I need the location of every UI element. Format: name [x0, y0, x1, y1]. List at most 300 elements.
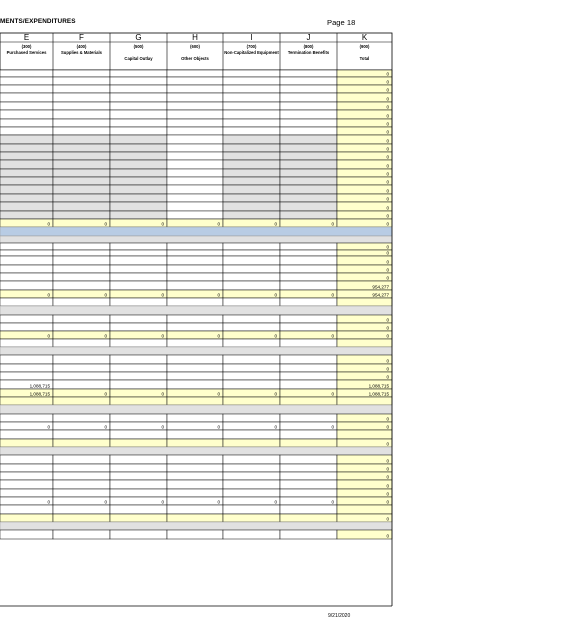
- cell-h[interactable]: [167, 152, 223, 160]
- cell-g[interactable]: [110, 355, 167, 364]
- cell-h[interactable]: [167, 70, 223, 77]
- cell-h[interactable]: [167, 422, 223, 430]
- cell-i[interactable]: [223, 93, 280, 102]
- cell-i[interactable]: [223, 497, 280, 505]
- cell-f[interactable]: [53, 273, 110, 281]
- cell-k[interactable]: [337, 70, 392, 77]
- cell-j[interactable]: [280, 298, 337, 306]
- cell-g[interactable]: [110, 439, 167, 447]
- cell-k[interactable]: [337, 93, 392, 102]
- cell-k[interactable]: [337, 273, 392, 281]
- cell-j[interactable]: [280, 185, 337, 194]
- cell-e[interactable]: [0, 211, 53, 219]
- cell-f[interactable]: [53, 93, 110, 102]
- cell-f[interactable]: [53, 430, 110, 439]
- cell-i[interactable]: [223, 119, 280, 127]
- cell-g[interactable]: [110, 298, 167, 306]
- cell-k[interactable]: [337, 211, 392, 219]
- cell-e[interactable]: [0, 144, 53, 152]
- cell-i[interactable]: [223, 127, 280, 135]
- cell-f[interactable]: [53, 219, 110, 227]
- cell-g[interactable]: [110, 102, 167, 110]
- cell-j[interactable]: [280, 414, 337, 422]
- cell-k[interactable]: [337, 489, 392, 497]
- cell-e[interactable]: [0, 505, 53, 514]
- cell-e[interactable]: [0, 185, 53, 194]
- cell-g[interactable]: [110, 256, 167, 265]
- cell-g[interactable]: [110, 77, 167, 85]
- cell-f[interactable]: [53, 265, 110, 273]
- cell-f[interactable]: [53, 211, 110, 219]
- cell-h[interactable]: [167, 185, 223, 194]
- cell-j[interactable]: [280, 273, 337, 281]
- cell-k[interactable]: [337, 480, 392, 489]
- cell-f[interactable]: [53, 505, 110, 514]
- cell-e[interactable]: [0, 339, 53, 347]
- cell-j[interactable]: [280, 422, 337, 430]
- cell-k[interactable]: [337, 505, 392, 514]
- cell-f[interactable]: [53, 250, 110, 256]
- cell-j[interactable]: [280, 211, 337, 219]
- cell-e[interactable]: [0, 530, 53, 539]
- cell-h[interactable]: [167, 298, 223, 306]
- cell-h[interactable]: [167, 372, 223, 380]
- cell-h[interactable]: [167, 397, 223, 405]
- cell-f[interactable]: [53, 110, 110, 119]
- cell-j[interactable]: [280, 127, 337, 135]
- cell-i[interactable]: [223, 372, 280, 380]
- cell-g[interactable]: [110, 422, 167, 430]
- cell-j[interactable]: [280, 464, 337, 472]
- cell-i[interactable]: [223, 160, 280, 169]
- cell-g[interactable]: [110, 331, 167, 339]
- cell-g[interactable]: [110, 380, 167, 389]
- cell-i[interactable]: [223, 464, 280, 472]
- cell-f[interactable]: [53, 372, 110, 380]
- cell-e[interactable]: [0, 102, 53, 110]
- cell-j[interactable]: [280, 472, 337, 480]
- cell-j[interactable]: [280, 489, 337, 497]
- cell-f[interactable]: [53, 194, 110, 202]
- cell-h[interactable]: [167, 169, 223, 177]
- cell-h[interactable]: [167, 85, 223, 93]
- cell-k[interactable]: [337, 530, 392, 539]
- cell-e[interactable]: [0, 160, 53, 169]
- cell-h[interactable]: [167, 530, 223, 539]
- cell-i[interactable]: [223, 202, 280, 211]
- cell-j[interactable]: [280, 144, 337, 152]
- cell-j[interactable]: [280, 380, 337, 389]
- cell-i[interactable]: [223, 77, 280, 85]
- cell-e[interactable]: [0, 77, 53, 85]
- cell-k[interactable]: [337, 127, 392, 135]
- cell-e[interactable]: [0, 497, 53, 505]
- cell-e[interactable]: [0, 422, 53, 430]
- cell-f[interactable]: [53, 530, 110, 539]
- cell-h[interactable]: [167, 110, 223, 119]
- cell-i[interactable]: [223, 85, 280, 93]
- cell-j[interactable]: [280, 497, 337, 505]
- cell-e[interactable]: [0, 93, 53, 102]
- cell-h[interactable]: [167, 194, 223, 202]
- cell-g[interactable]: [110, 211, 167, 219]
- cell-j[interactable]: [280, 430, 337, 439]
- cell-h[interactable]: [167, 160, 223, 169]
- cell-e[interactable]: [0, 243, 53, 250]
- cell-k[interactable]: [337, 160, 392, 169]
- cell-i[interactable]: [223, 211, 280, 219]
- cell-e[interactable]: [0, 315, 53, 323]
- cell-f[interactable]: [53, 256, 110, 265]
- cell-g[interactable]: [110, 372, 167, 380]
- cell-k[interactable]: [337, 135, 392, 144]
- cell-h[interactable]: [167, 77, 223, 85]
- cell-j[interactable]: [280, 290, 337, 298]
- cell-i[interactable]: [223, 243, 280, 250]
- cell-i[interactable]: [223, 281, 280, 290]
- cell-g[interactable]: [110, 514, 167, 522]
- cell-e[interactable]: [0, 119, 53, 127]
- cell-k[interactable]: [337, 144, 392, 152]
- cell-g[interactable]: [110, 480, 167, 489]
- cell-f[interactable]: [53, 152, 110, 160]
- cell-j[interactable]: [280, 480, 337, 489]
- cell-j[interactable]: [280, 177, 337, 185]
- cell-j[interactable]: [280, 530, 337, 539]
- cell-h[interactable]: [167, 489, 223, 497]
- cell-i[interactable]: [223, 364, 280, 372]
- cell-h[interactable]: [167, 135, 223, 144]
- cell-j[interactable]: [280, 219, 337, 227]
- cell-f[interactable]: [53, 422, 110, 430]
- cell-e[interactable]: [0, 265, 53, 273]
- cell-g[interactable]: [110, 85, 167, 93]
- cell-j[interactable]: [280, 455, 337, 464]
- cell-k[interactable]: [337, 472, 392, 480]
- cell-g[interactable]: [110, 194, 167, 202]
- cell-g[interactable]: [110, 202, 167, 211]
- cell-j[interactable]: [280, 70, 337, 77]
- cell-i[interactable]: [223, 397, 280, 405]
- cell-h[interactable]: [167, 497, 223, 505]
- cell-j[interactable]: [280, 339, 337, 347]
- cell-i[interactable]: [223, 256, 280, 265]
- cell-h[interactable]: [167, 119, 223, 127]
- cell-h[interactable]: [167, 505, 223, 514]
- cell-f[interactable]: [53, 480, 110, 489]
- cell-k[interactable]: [337, 177, 392, 185]
- cell-h[interactable]: [167, 219, 223, 227]
- cell-k[interactable]: [337, 219, 392, 227]
- cell-f[interactable]: [53, 472, 110, 480]
- cell-j[interactable]: [280, 514, 337, 522]
- cell-i[interactable]: [223, 102, 280, 110]
- cell-e[interactable]: [0, 439, 53, 447]
- cell-h[interactable]: [167, 455, 223, 464]
- cell-g[interactable]: [110, 430, 167, 439]
- cell-f[interactable]: [53, 281, 110, 290]
- cell-k[interactable]: [337, 243, 392, 250]
- cell-i[interactable]: [223, 185, 280, 194]
- cell-g[interactable]: [110, 339, 167, 347]
- cell-i[interactable]: [223, 290, 280, 298]
- cell-j[interactable]: [280, 110, 337, 119]
- cell-k[interactable]: [337, 397, 392, 405]
- cell-k[interactable]: [337, 455, 392, 464]
- cell-f[interactable]: [53, 355, 110, 364]
- cell-e[interactable]: [0, 127, 53, 135]
- cell-g[interactable]: [110, 464, 167, 472]
- cell-i[interactable]: [223, 339, 280, 347]
- cell-g[interactable]: [110, 530, 167, 539]
- cell-e[interactable]: [0, 256, 53, 265]
- cell-j[interactable]: [280, 169, 337, 177]
- cell-i[interactable]: [223, 110, 280, 119]
- cell-h[interactable]: [167, 127, 223, 135]
- cell-j[interactable]: [280, 355, 337, 364]
- cell-h[interactable]: [167, 331, 223, 339]
- cell-j[interactable]: [280, 194, 337, 202]
- cell-i[interactable]: [223, 380, 280, 389]
- cell-j[interactable]: [280, 331, 337, 339]
- cell-h[interactable]: [167, 480, 223, 489]
- cell-j[interactable]: [280, 281, 337, 290]
- cell-f[interactable]: [53, 202, 110, 211]
- cell-g[interactable]: [110, 250, 167, 256]
- cell-h[interactable]: [167, 355, 223, 364]
- cell-f[interactable]: [53, 364, 110, 372]
- cell-g[interactable]: [110, 497, 167, 505]
- cell-g[interactable]: [110, 70, 167, 77]
- cell-j[interactable]: [280, 243, 337, 250]
- cell-i[interactable]: [223, 355, 280, 364]
- cell-k[interactable]: [337, 250, 392, 256]
- cell-g[interactable]: [110, 127, 167, 135]
- cell-g[interactable]: [110, 135, 167, 144]
- cell-k[interactable]: [337, 355, 392, 364]
- cell-k[interactable]: [337, 110, 392, 119]
- cell-k[interactable]: [337, 194, 392, 202]
- cell-e[interactable]: [0, 514, 53, 522]
- cell-j[interactable]: [280, 135, 337, 144]
- cell-i[interactable]: [223, 135, 280, 144]
- cell-f[interactable]: [53, 323, 110, 331]
- cell-h[interactable]: [167, 202, 223, 211]
- cell-e[interactable]: [0, 110, 53, 119]
- cell-f[interactable]: [53, 331, 110, 339]
- cell-h[interactable]: [167, 250, 223, 256]
- cell-e[interactable]: [0, 281, 53, 290]
- cell-h[interactable]: [167, 144, 223, 152]
- cell-e[interactable]: [0, 472, 53, 480]
- cell-f[interactable]: [53, 455, 110, 464]
- cell-h[interactable]: [167, 290, 223, 298]
- cell-h[interactable]: [167, 273, 223, 281]
- cell-h[interactable]: [167, 211, 223, 219]
- cell-e[interactable]: [0, 169, 53, 177]
- cell-g[interactable]: [110, 110, 167, 119]
- cell-g[interactable]: [110, 397, 167, 405]
- cell-g[interactable]: [110, 290, 167, 298]
- cell-j[interactable]: [280, 439, 337, 447]
- cell-k[interactable]: [337, 102, 392, 110]
- cell-h[interactable]: [167, 439, 223, 447]
- cell-e[interactable]: [0, 489, 53, 497]
- cell-e[interactable]: [0, 397, 53, 405]
- cell-g[interactable]: [110, 93, 167, 102]
- cell-e[interactable]: [0, 135, 53, 144]
- cell-g[interactable]: [110, 152, 167, 160]
- cell-e[interactable]: [0, 250, 53, 256]
- cell-i[interactable]: [223, 323, 280, 331]
- cell-i[interactable]: [223, 389, 280, 397]
- cell-j[interactable]: [280, 77, 337, 85]
- cell-g[interactable]: [110, 505, 167, 514]
- cell-h[interactable]: [167, 281, 223, 290]
- cell-k[interactable]: [337, 119, 392, 127]
- cell-k[interactable]: [337, 298, 392, 306]
- cell-h[interactable]: [167, 472, 223, 480]
- cell-e[interactable]: [0, 152, 53, 160]
- cell-i[interactable]: [223, 219, 280, 227]
- cell-k[interactable]: [337, 85, 392, 93]
- cell-h[interactable]: [167, 315, 223, 323]
- cell-i[interactable]: [223, 298, 280, 306]
- cell-k[interactable]: [337, 414, 392, 422]
- cell-i[interactable]: [223, 169, 280, 177]
- cell-f[interactable]: [53, 177, 110, 185]
- cell-e[interactable]: [0, 455, 53, 464]
- cell-f[interactable]: [53, 243, 110, 250]
- cell-e[interactable]: [0, 372, 53, 380]
- cell-i[interactable]: [223, 144, 280, 152]
- cell-k[interactable]: [337, 152, 392, 160]
- cell-k[interactable]: [337, 256, 392, 265]
- cell-f[interactable]: [53, 135, 110, 144]
- cell-k[interactable]: [337, 497, 392, 505]
- cell-e[interactable]: [0, 273, 53, 281]
- cell-e[interactable]: [0, 464, 53, 472]
- cell-j[interactable]: [280, 397, 337, 405]
- cell-e[interactable]: [0, 331, 53, 339]
- cell-k[interactable]: [337, 430, 392, 439]
- cell-g[interactable]: [110, 364, 167, 372]
- cell-g[interactable]: [110, 219, 167, 227]
- cell-h[interactable]: [167, 430, 223, 439]
- cell-i[interactable]: [223, 331, 280, 339]
- cell-f[interactable]: [53, 102, 110, 110]
- cell-j[interactable]: [280, 315, 337, 323]
- cell-e[interactable]: [0, 202, 53, 211]
- cell-e[interactable]: [0, 177, 53, 185]
- cell-f[interactable]: [53, 380, 110, 389]
- cell-i[interactable]: [223, 194, 280, 202]
- cell-g[interactable]: [110, 265, 167, 273]
- cell-e[interactable]: [0, 364, 53, 372]
- cell-j[interactable]: [280, 323, 337, 331]
- cell-f[interactable]: [53, 160, 110, 169]
- cell-j[interactable]: [280, 364, 337, 372]
- cell-g[interactable]: [110, 489, 167, 497]
- cell-f[interactable]: [53, 298, 110, 306]
- cell-i[interactable]: [223, 480, 280, 489]
- cell-j[interactable]: [280, 93, 337, 102]
- cell-j[interactable]: [280, 202, 337, 211]
- cell-f[interactable]: [53, 77, 110, 85]
- cell-g[interactable]: [110, 281, 167, 290]
- cell-k[interactable]: [337, 315, 392, 323]
- cell-e[interactable]: [0, 290, 53, 298]
- cell-g[interactable]: [110, 119, 167, 127]
- cell-i[interactable]: [223, 514, 280, 522]
- cell-k[interactable]: [337, 464, 392, 472]
- cell-f[interactable]: [53, 397, 110, 405]
- cell-i[interactable]: [223, 177, 280, 185]
- cell-f[interactable]: [53, 439, 110, 447]
- cell-e[interactable]: [0, 194, 53, 202]
- cell-h[interactable]: [167, 243, 223, 250]
- cell-k[interactable]: [337, 169, 392, 177]
- cell-j[interactable]: [280, 119, 337, 127]
- cell-h[interactable]: [167, 389, 223, 397]
- cell-f[interactable]: [53, 389, 110, 397]
- cell-j[interactable]: [280, 102, 337, 110]
- cell-g[interactable]: [110, 323, 167, 331]
- cell-e[interactable]: [0, 298, 53, 306]
- cell-f[interactable]: [53, 85, 110, 93]
- cell-k[interactable]: [337, 323, 392, 331]
- cell-k[interactable]: [337, 331, 392, 339]
- cell-f[interactable]: [53, 339, 110, 347]
- cell-h[interactable]: [167, 256, 223, 265]
- cell-i[interactable]: [223, 265, 280, 273]
- cell-j[interactable]: [280, 160, 337, 169]
- cell-e[interactable]: [0, 70, 53, 77]
- cell-j[interactable]: [280, 250, 337, 256]
- cell-i[interactable]: [223, 152, 280, 160]
- cell-g[interactable]: [110, 273, 167, 281]
- cell-e[interactable]: [0, 414, 53, 422]
- cell-i[interactable]: [223, 250, 280, 256]
- cell-k[interactable]: [337, 339, 392, 347]
- cell-f[interactable]: [53, 514, 110, 522]
- cell-i[interactable]: [223, 455, 280, 464]
- cell-j[interactable]: [280, 505, 337, 514]
- cell-j[interactable]: [280, 389, 337, 397]
- cell-k[interactable]: [337, 514, 392, 522]
- cell-k[interactable]: [337, 77, 392, 85]
- cell-e[interactable]: [0, 323, 53, 331]
- cell-h[interactable]: [167, 265, 223, 273]
- cell-i[interactable]: [223, 273, 280, 281]
- cell-j[interactable]: [280, 152, 337, 160]
- cell-g[interactable]: [110, 160, 167, 169]
- cell-i[interactable]: [223, 472, 280, 480]
- cell-f[interactable]: [53, 489, 110, 497]
- cell-i[interactable]: [223, 422, 280, 430]
- cell-e[interactable]: [0, 430, 53, 439]
- cell-k[interactable]: [337, 185, 392, 194]
- cell-i[interactable]: [223, 70, 280, 77]
- cell-e[interactable]: [0, 219, 53, 227]
- cell-f[interactable]: [53, 169, 110, 177]
- cell-g[interactable]: [110, 389, 167, 397]
- cell-e[interactable]: [0, 85, 53, 93]
- cell-f[interactable]: [53, 185, 110, 194]
- cell-f[interactable]: [53, 497, 110, 505]
- cell-h[interactable]: [167, 380, 223, 389]
- cell-g[interactable]: [110, 315, 167, 323]
